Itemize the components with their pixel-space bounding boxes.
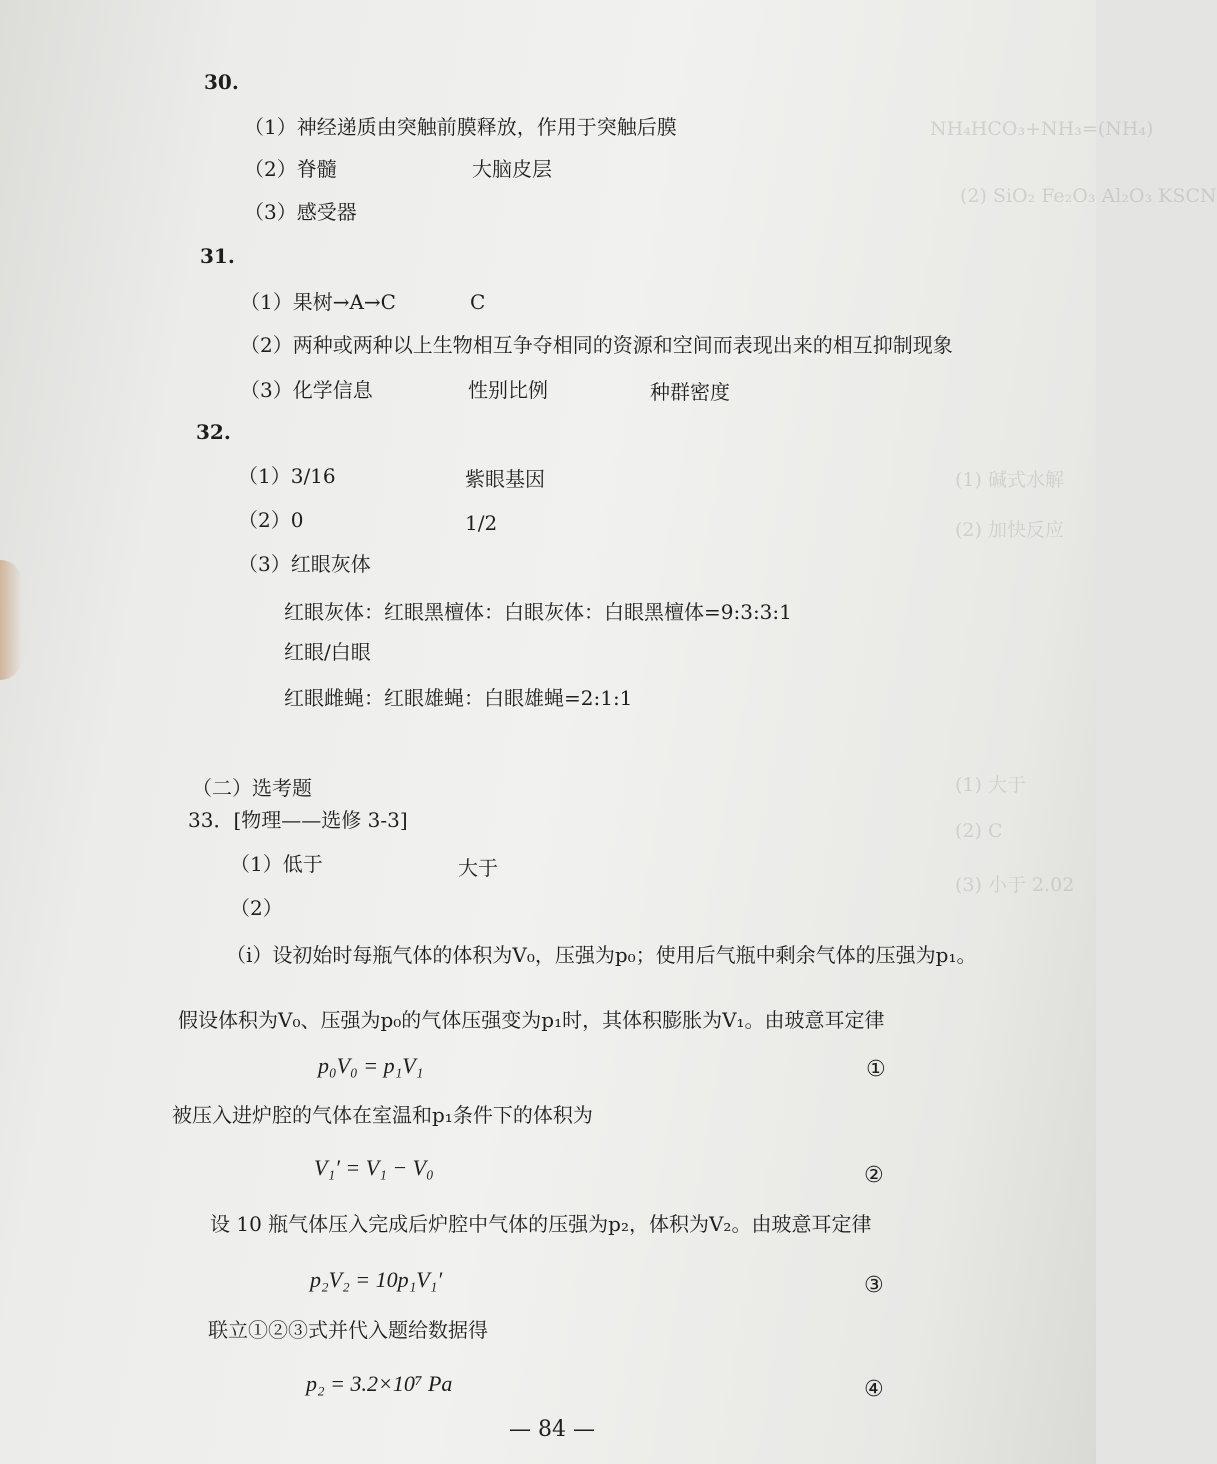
q33-answer-1b: 大于 [458, 856, 498, 880]
q31-answer-3: （3）化学信息 [240, 378, 373, 402]
bleed-through-text: NH₄HCO₃+NH₃=(NH₄) [930, 118, 1154, 140]
q30-answer-2: （2）脊髓 [244, 157, 337, 181]
bleed-through-text: (2) SiO₂ Fe₂O₃ Al₂O₃ KSCN [960, 185, 1217, 207]
q33-para-3: 被压入进炉腔的气体在室温和p₁条件下的体积为 [172, 1103, 593, 1127]
q31-answer-3b: 性别比例 [468, 378, 548, 402]
q33-para-4: 设 10 瓶气体压入完成后炉腔中气体的压强为p₂，体积为V₂。由玻意耳定律 [210, 1212, 872, 1236]
q32-answer-3-ratio: 红眼灰体：红眼黑檀体：白眼灰体：白眼黑檀体=9:3:3:1 [284, 600, 792, 624]
bleed-through-text: (3) 小于 2.02 [955, 874, 1075, 896]
section-heading-elective: （二）选考题 [192, 776, 312, 800]
q32-answer-3: （3）红眼灰体 [238, 552, 371, 576]
q32-answer-2: （2）0 [238, 508, 304, 532]
q33-para-2: 假设体积为V₀、压强为p₀的气体压强变为p₁时，其体积膨胀为V₁。由玻意耳定律 [178, 1008, 885, 1032]
bleed-through-text: (2) C [955, 820, 1003, 842]
equation-1-number: ① [866, 1057, 886, 1082]
q31-answer-3c: 种群密度 [650, 380, 730, 404]
equation-4-number: ④ [864, 1377, 884, 1402]
q31-answer-1: （1）果树→A→C [240, 290, 396, 314]
q33-answer-2: （2） [230, 896, 283, 920]
question-31-number: 31. [200, 244, 235, 268]
q32-answer-3-ratio-2: 红眼雌蝇：红眼雄蝇：白眼雄蝇=2:1:1 [284, 686, 633, 710]
q32-answer-2b: 1/2 [465, 511, 498, 535]
q32-answer-3-trait: 红眼/白眼 [284, 640, 371, 664]
bleed-through-text: (2) 加快反应 [955, 519, 1064, 541]
q30-answer-1: （1）神经递质由突触前膜释放，作用于突触后膜 [244, 115, 677, 139]
q30-answer-3: （3）感受器 [244, 200, 357, 224]
page-edge-shadow [0, 560, 22, 680]
equation-3: p₂V₂ = 10p₁V₁′ [310, 1267, 443, 1292]
q33-para-1: （i）设初始时每瓶气体的体积为V₀，压强为p₀；使用后气瓶中剩余气体的压强为p₁。 [226, 943, 977, 967]
q31-answer-1b: C [470, 290, 486, 314]
equation-1: p₀V₀ = p₁V₁ [318, 1053, 424, 1078]
q32-answer-1b: 紫眼基因 [465, 467, 545, 491]
equation-2-number: ② [864, 1163, 884, 1188]
q32-answer-1: （1）3/16 [238, 464, 336, 488]
q30-answer-2b: 大脑皮层 [472, 157, 552, 181]
equation-2: V₁′ = V₁ − V₀ [314, 1155, 434, 1180]
question-30-number: 30. [204, 70, 239, 94]
q33-answer-1: （1）低于 [230, 852, 323, 876]
question-33-title: 33．[物理——选修 3-3] [188, 808, 408, 832]
equation-4: p₂ = 3.2×10⁷ Pa [306, 1371, 453, 1396]
equation-3-number: ③ [864, 1273, 884, 1298]
q31-answer-2: （2）两种或两种以上生物相互争夺相同的资源和空间而表现出来的相互抑制现象 [240, 333, 953, 357]
q33-para-5: 联立①②③式并代入题给数据得 [208, 1318, 488, 1342]
bleed-through-text: (1) 大于 [955, 774, 1026, 796]
bleed-through-text: (1) 碱式水解 [955, 469, 1064, 491]
page-number: — 84 — [509, 1417, 595, 1442]
question-32-number: 32. [196, 420, 231, 444]
